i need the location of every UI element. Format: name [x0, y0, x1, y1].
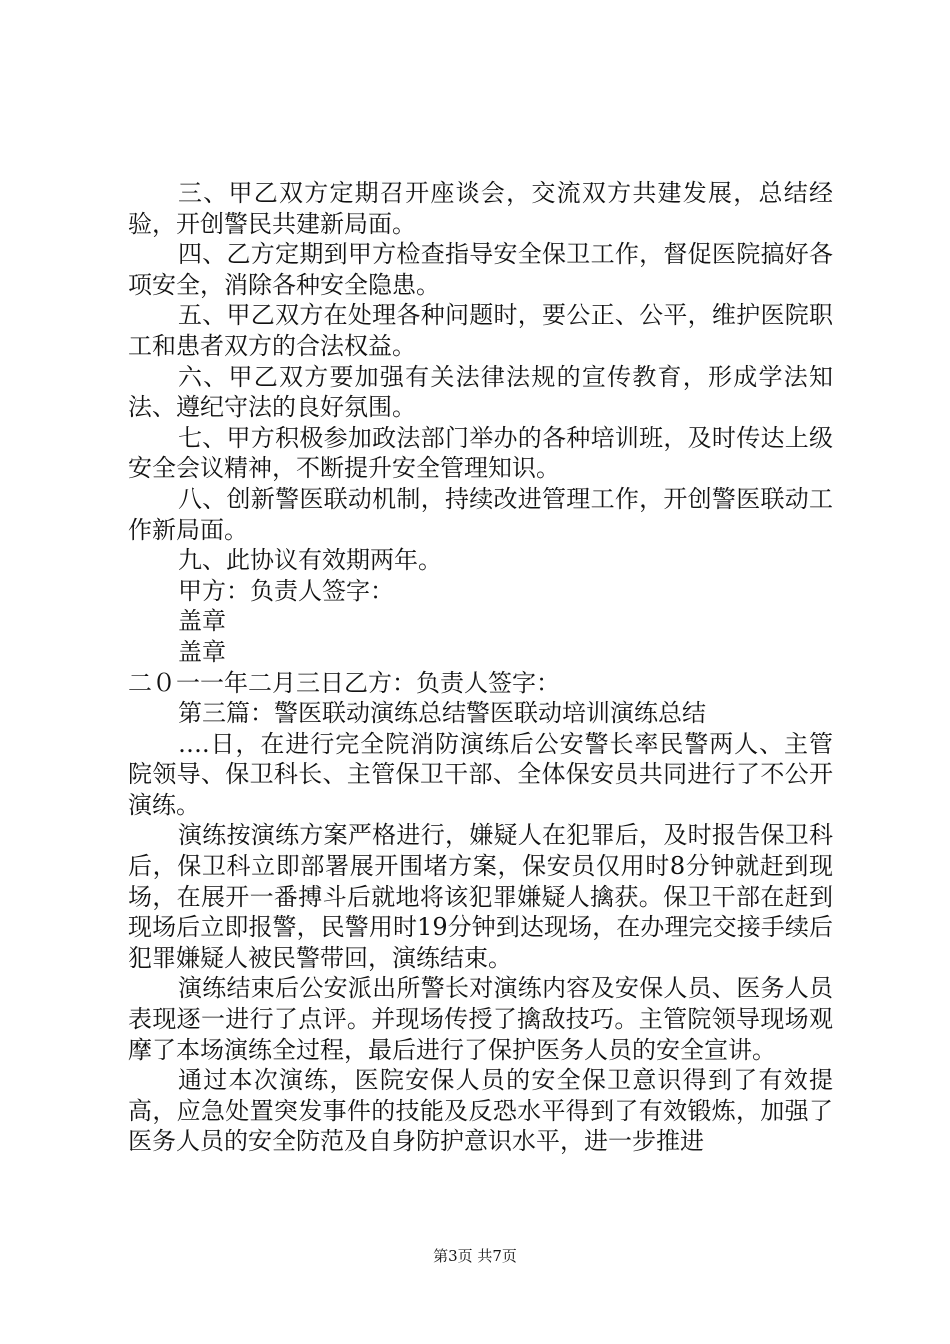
- party-a-signature-line: 甲方：负责人签字：: [178, 576, 394, 605]
- paragraph-item-5: 五、甲乙双方在处理各种问题时，要公正、公平，维护医院职工和患者双方的合法权益。: [128, 301, 833, 360]
- paragraph-item-7: 七、甲方积极参加政法部门举办的各种培训班，及时传达上级安全会议精神，不断提升安全管理知识。: [128, 423, 833, 483]
- seal-line-1: 盖章: [178, 607, 226, 636]
- document-body: [128, 178, 833, 1157]
- seal-line-2: 盖章: [178, 637, 226, 666]
- drill-intro-paragraph: ….日，在进行完全院消防演练后公安警长率民警两人、主管院领导、保卫科长、主管保卫干部、全体保安员共同进行了不公开演练。: [128, 729, 833, 819]
- paragraph-item-8: 八、创新警医联动机制，持续改进管理工作，开创警医联动工作新局面。: [128, 484, 833, 544]
- section-heading: 第三篇：警医联动演练总结警医联动培训演练总结: [178, 699, 706, 728]
- drill-process-paragraph: 演练按演练方案严格进行，嫌疑人在犯罪后，及时报告保卫科后，保卫科立即部署展开围堵方案，保安员仅用时8分钟就赶到现场，在展开一番搏斗后就地将该犯罪嫌疑人擒获。保卫干部在赶到现场后立即报警，民警用时19分钟到达现场，在办理完交接手续后犯罪嫌疑人被民警带回，演练结束。: [128, 821, 833, 972]
- drill-review-paragraph: 演练结束后公安派出所警长对演练内容及安保人员、医务人员表现逐一进行了点评。并现场传授了擒敌技巧。主管院领导现场观摩了本场演练全过程，最后进行了保护医务人员的安全宣讲。: [128, 974, 833, 1064]
- paragraph-item-6: 六、甲乙双方要加强有关法律法规的宣传教育，形成学法知法、遵纪守法的良好氛围。: [128, 362, 833, 422]
- paragraph-item-4: 四、乙方定期到甲方检查指导安全保卫工作，督促医院搞好各项安全，消除各种安全隐患。: [128, 240, 833, 299]
- date-party-b-signature-line: 二０一一年二月三日乙方：负责人签字：: [128, 668, 560, 697]
- paragraph-item-9: 九、此协议有效期两年。: [178, 546, 442, 575]
- page-number-footer: 第3页 共7页: [433, 1247, 517, 1265]
- drill-outcome-paragraph: 通过本次演练，医院安保人员的安全保卫意识得到了有效提高，应急处置突发事件的技能及反恐水平得到了有效锻炼，加强了医务人员的安全防范及自身防护意识水平，进一步推进: [128, 1066, 833, 1156]
- paragraph-item-3: 三、甲乙双方定期召开座谈会，交流双方共建发展，总结经验，开创警民共建新局面。: [128, 179, 833, 238]
